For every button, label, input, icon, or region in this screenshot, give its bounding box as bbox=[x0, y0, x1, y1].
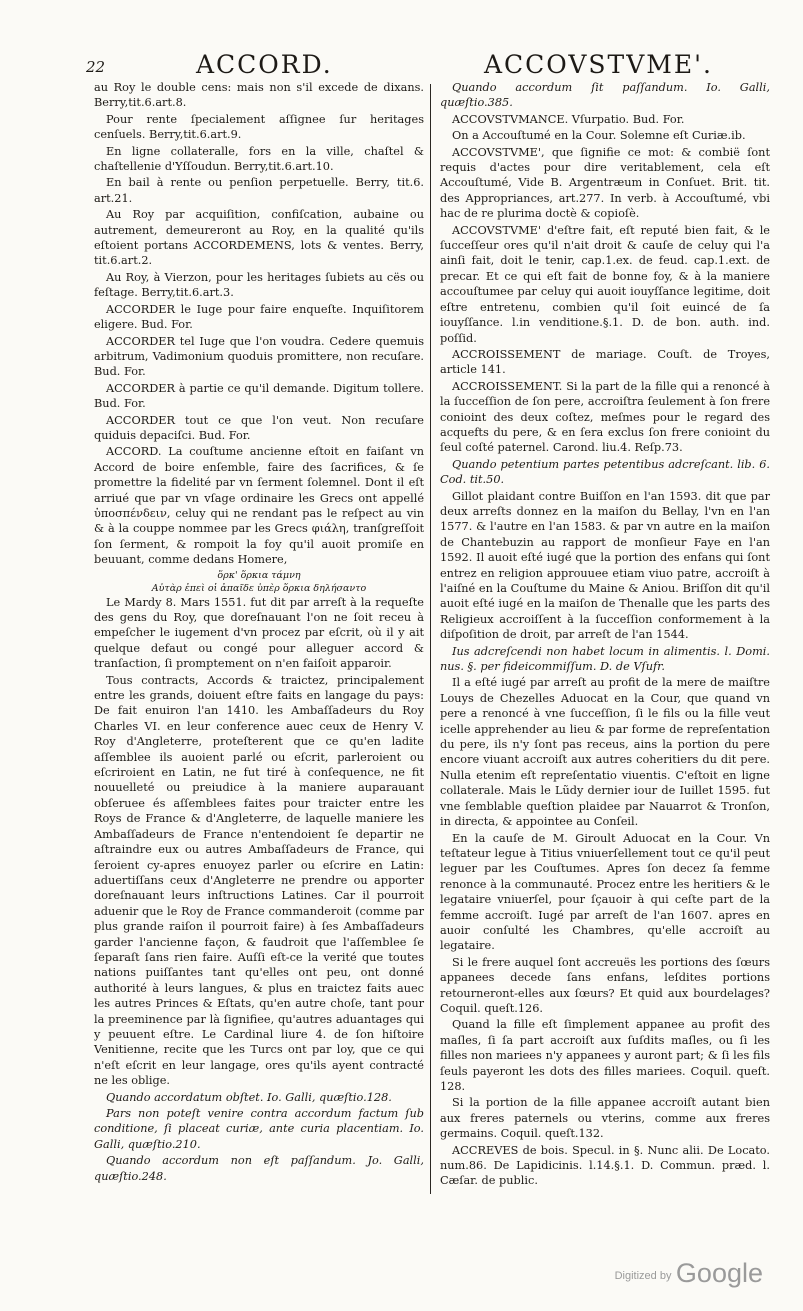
right-paragraph: Si la portion de la fille appanee accroiſt autant bien aux freres paternels ou vterins, comme aux freres germains. Coquil. queſt.132. bbox=[440, 1096, 770, 1141]
left-citation: Quando accordum non eſt paſſandum. Jo. Galli, quæſtio.248. bbox=[94, 1154, 424, 1183]
left-paragraph: En ligne collateralle, fors en la ville, chaſtel & chaſtellenie d'Yſſoudun. Berry,tit.6.art.10. bbox=[94, 144, 424, 174]
left-paragraph: Au Roy, à Vierzon, pour les heritages ſubiets au cës ou feſtage. Berry,tit.6.art.3. bbox=[94, 270, 424, 300]
left-paragraph: Au Roy par acquiſition, confiſcation, aubaine ou autrement, demeureront au Roy, en la qualité qu'ils eſtoient portans ACCORDEMENS, lots & ventes. Berry, tit.6.art.2. bbox=[94, 208, 424, 268]
right-paragraph: ACCOVSTVME', que ſignifie ce mot: & combië ſont requis d'actes pour dire veritablement, cela eſt Accouſtumé, Vide B. Argentræum in Conſuet. Brit. tit. des Appropriances, art.277. In verb. à Accouſtumé, vbi hac de re plurima doctè & copioſè. bbox=[440, 145, 770, 221]
left-paragraph: ACCORDER le Iuge pour faire enqueſte. Inquiſitorem eligere. Bud. For. bbox=[94, 302, 424, 332]
right-paragraph: On a Accouſtumé en la Cour. Solemne eſt Curiæ.ib. bbox=[452, 129, 746, 143]
right-citation: Ius adcreſcendi non habet locum in alimentis. l. Domi. nus. §. per fideicommiſſum. D. de Vſufr. bbox=[440, 644, 770, 674]
right-paragraph: En la cauſe de M. Giroult Aduocat en la Cour. Vn teſtateur legue à Titius vniuerſellement tout ce qu'il peut leguer par les Couſtumes. Apres ſon decez ſa femme renonce à la communauté. Procez entre les heritiers & le legataire vniuerſel, pour ſçauoir à qui ceſte part de la femme accroiſt. Iugé par arreſt de l'an 1607. apres en auoir conſulté les Chambres, qu'elle accroiſt au legataire. bbox=[440, 831, 770, 953]
watermark-prefix: Digitized by bbox=[614, 1270, 672, 1282]
right-paragraph: Quand la fille eſt ſimplement appanee au profit des maſles, ſi ſa part accroiſt aux ſuſdits maſles, ou ſi les filles non mariees n'y appanees y auront part; & ſi les fils ſeuls payeront les dots des filles mariees. Coquil. queſt. 128. bbox=[440, 1018, 770, 1093]
left-paragraph: ACCORD. La couſtume ancienne eſtoit en faiſant vn Accord de boire enſemble, faire des ſacrifices, & ſe promettre la fidelité par vn ſerment ſolemnel. Dont il eſt arriué que par vn vſage ordinaire les Grecs ont appellé ὑποσπένδειν, celuy qui ne rendant pas le reſpect au vin & à la couppe nommee par les Grecs φιάλη, tranſgreſſoit ſon ſerment, & rompoit la foy qu'il auoit promiſe en beuuant, comme dedans Homere, bbox=[94, 445, 424, 567]
left-paragraph: Pour rente ſpecialement aſſignee ſur heritages cenſuels. Berry,tit.6.art.9. bbox=[94, 112, 424, 142]
right-paragraph: Gillot plaidant contre Buiſſon en l'an 1593. dit que par deux arreſts donnez en la maiſon du Bellay, l'vn en l'an 1577. & l'autre en l'an 1583. & par vn autre en la maiſon de Chantebuzin au rapport de monſieur Faye en l'an 1592. Il auoit eſté iugé que la portion des enfans qui ſont entrez en religion approuuee etiam viuo patre, accroiſt à l'aiſné en la Couſtume du Maine & Aniou. Briſſon dit qu'il auoit eſté iugé en la maiſon de Thenalle que les parts des Religieux accroiſſent à la ſucceſſion conformement à la diſpoſition de droit, par arreſt de l'an 1544. bbox=[440, 489, 770, 642]
google-watermark bbox=[615, 1258, 763, 1289]
right-paragraph: ACCREVES de bois. Specul. in §. Nunc alii. De Locato. num.86. De Lapidicinis. l.14.§.1. D. Commun. præd. l. Cæſar. de public. bbox=[440, 1143, 770, 1188]
right-paragraph: Il a eſté iugé par arreſt au profit de la mere de maiſtre Louys de Chezelles Aduocat en la Cour, que quand vn pere a renoncé à vne ſucceſſion, ſi le fils ou la fille veut icelle apprehender au lieu & par forme de repreſentation du pere, ils n'y ſont pas receus, ains la portion du pere encore viuant accroiſt aux autres coheritiers du dit pere. Nulla etenim eſt repreſentatio viuentis. C'eſtoit en ligne collaterale. Mais le Lũdy dernier iour de Iuillet 1595. fut vne ſemblable queſtion plaidee par Nauarrot & Tronſon, in directa, & appointee au Conſeil. bbox=[440, 676, 770, 829]
right-running-title: ACCOVSTVME'. bbox=[484, 50, 713, 79]
right-paragraph: ACCROISSEMENT. Si la part de la fille qui a renoncé à la ſucceſſion de ſon pere, accroiſtra ſeulement à ſon frere conioint des deux coſtez, meſmes pour le regard des acquefts du pere, & en ſera exclus ſon frere conioint du ſeul coſté paternel. Carond. liu.4. Reſp.73. bbox=[440, 379, 770, 455]
left-citation: Quando accordatum obſtet. Io. Galli, quæſtio.128. bbox=[106, 1090, 392, 1104]
left-running-title: ACCORD. bbox=[196, 50, 333, 79]
left-citation: Pars non poteſt venire contra accordum factum ſub conditione, ſi placeat curiæ, ante curia placentiam. Io. Galli, quæſtio.210. bbox=[94, 1107, 424, 1151]
left-paragraph: ACCORDER tel Iuge que l'on voudra. Cedere quemuis arbitrum, Vadimonium quoduis promittere, non recuſare. Bud. For. bbox=[94, 334, 424, 379]
column-divider bbox=[430, 84, 431, 1194]
left-paragraph: au Roy le double cens: mais non s'il excede de dixans. Berry,tit.6.art.8. bbox=[94, 81, 424, 110]
left-paragraph: En bail à rente ou penſion perpetuelle. Berry, tit.6. art.21. bbox=[94, 176, 424, 205]
right-paragraph: ACCOVSTVME' d'eſtre fait, eſt reputé bien fait, & le ſucceſſeur ores qu'il n'ait droit & cauſe de celuy qui l'a ainſi fait, doit le tenir, cap.1.ex. de feud. cap.1.ext. de precar. Et ce qui eſt fait de bonne foy, & à la maniere accouſtumee par celuy qui auoit iouyſſance legitime, doit eſtre entretenu, combien qu'il ſoit euincé de ſa iouyſſance. l.in venditione.§.1. D. de bon. auth. ind. poſſid. bbox=[440, 223, 770, 345]
running-header bbox=[0, 44, 803, 78]
right-citation: Quando accordum ſit paſſandum. Io. Galli, quæſtio.385. bbox=[440, 81, 770, 110]
left-column bbox=[94, 80, 424, 1185]
right-paragraph: ACCOVSTVMANCE. Vſurpatio. Bud. For. bbox=[452, 112, 685, 126]
right-paragraph: ACCROISSEMENT de mariage. Couſt. de Troyes, article 141. bbox=[440, 347, 770, 377]
google-logo: Google bbox=[675, 1258, 763, 1288]
greek-verse-line: ὅρκ' ὅρκια τάμνη bbox=[217, 569, 301, 581]
left-paragraph: ACCORDER tout ce que l'on veut. Non recuſare quiduis depaciſci. Bud. For. bbox=[94, 413, 424, 442]
left-paragraph: ACCORDER à partie ce qu'il demande. Digitum tollere. Bud. For. bbox=[94, 381, 424, 411]
right-column bbox=[440, 80, 770, 1190]
page-number: 22 bbox=[86, 58, 106, 76]
right-paragraph: Si le frere auquel ſont accreuës les portions des ſœurs appanees decede ſans enfans, leſdites portions retourneront-elles aux ſœurs? Et quid aux bourdelages? Coquil. queſt.126. bbox=[440, 955, 770, 1015]
greek-verse-line: Αὐτὰρ ἐπεὶ οἱ ἀπαῖδε ὑπὲρ ὅρκια δηλήσαντο bbox=[151, 582, 367, 594]
left-paragraph: Le Mardy 8. Mars 1551. fut dit par arreſt à la requeſte des gens du Roy, que doreſnauant l'on ne ſoit receu à empeſcher le iugement d'vn procez par eſcrit, où il y ait quelque defaut ou congé pour alleguer accord & tranſaction, ſi promptement on n'en faiſoit apparoir. bbox=[94, 595, 424, 671]
right-citation: Quando petentium partes petentibus adcreſcant. lib. 6. Cod. tit.50. bbox=[440, 457, 770, 487]
left-paragraph: Tous contracts, Accords & traictez, principalement entre les grands, doiuent eſtre faits en langage du pays: De fait enuiron l'an 1410. les Ambaſſadeurs du Roy Charles VI. en leur conference auec ceux de Henry V. Roy d'Angleterre, proteſterent que ce qu'en ladite aſſemblee ils auoient parlé ou eſcrit, parleroient ou eſcriroient en Latin, ne fut tiré à conſequence, ne fit nouuelleté ou preiudice à la maniere auparauant obſeruee és aſſemblees faites pour traicter entre les Roys de France & d'Angleterre, de laquelle maniere les Ambaſſadeurs de France n'entendoient ſe departir ne aſtraindre eux ou autres Ambaſſadeurs de France, qui ſeroient cy-apres enuoyez parler ou eſcrire en Latin: aduertiſſans ceux d'Angleterre ne prendre ou apporter doreſnauant leurs inſtructions Latines. Car il pourroit aduenir que le Roy de France commanderoit (comme par plus grande raiſon il pourroit faire) à ſes Ambaſſadeurs garder l'ancienne façon, & faudroit que l'aſſemblee ſe ſeparaſt ſans rien faire. Auſſi eſt-ce la verité que toutes nations puiſſantes tant qu'elles ont peu, ont donné authorité à leurs langues, & plus en traictez faits auec les autres Princes & Eſtats, qu'en autre choſe, tant pour la preeminence par là ſignifiee, qu'autres aduantages qui y peuuent eſtre. Le Cardinal liure 4. de ſon hiſtoire Venitienne, recite que les Turcs ont par loy, que ce qui n'eſt eſcrit en leur langage, ores qu'ils ayent contracté ne les oblige. bbox=[94, 673, 424, 1088]
